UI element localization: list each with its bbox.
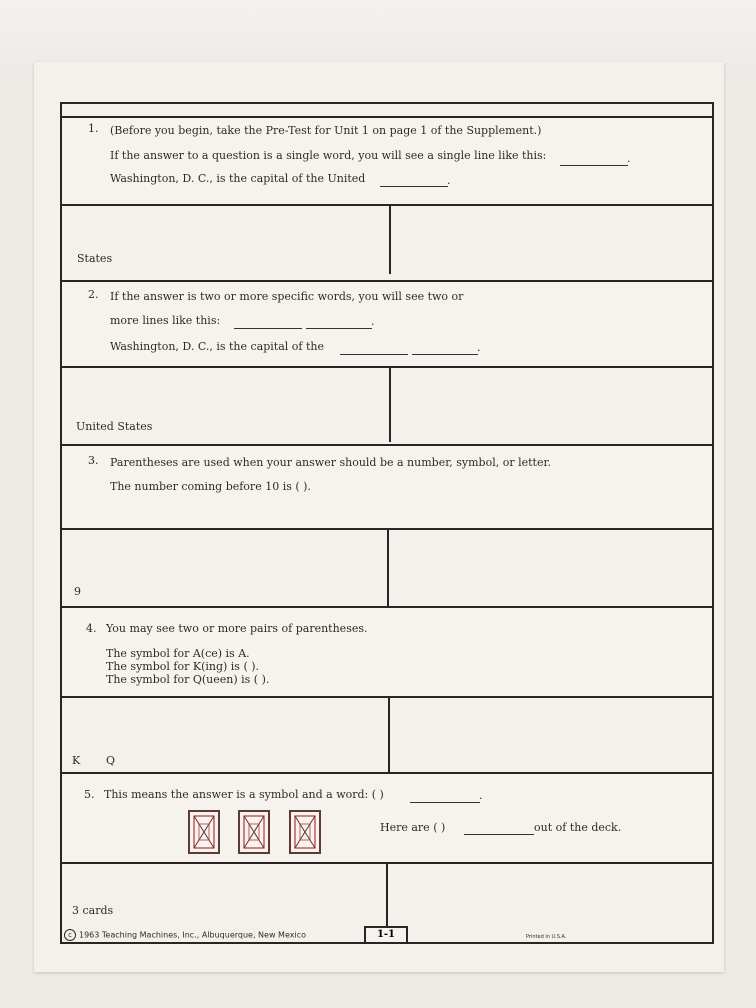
frame-2-divider [389, 366, 391, 442]
playing-card-king [238, 810, 270, 854]
frame-1-divider [389, 204, 391, 274]
frame-1-line-1: (Before you begin, take the Pre-Test for Unit 1 on page 1 of the Supplement.) [110, 124, 542, 137]
frame-2-sample-blank-2 [306, 318, 372, 329]
frame-4-line-2: The symbol for A(ce) is A. [106, 647, 250, 660]
card-pattern-icon [240, 812, 268, 852]
frame-4-number: 4. [86, 622, 97, 635]
frame-3-answer: 9 [74, 585, 81, 598]
frame-4-answer-k: K [72, 754, 81, 767]
card-pattern-icon [190, 812, 218, 852]
frame-5-line-1: This means the answer is a symbol and a word: ( ) [104, 788, 384, 801]
playing-card-ace [188, 810, 220, 854]
frame-2-answer-blank-2[interactable] [412, 344, 478, 355]
playing-card-queen [289, 810, 321, 854]
frame-5-answer: 3 cards [72, 904, 114, 917]
frame-3-divider [387, 528, 389, 606]
card-pattern-icon [291, 812, 319, 852]
printed-in-usa: Printed in U.S.A. [526, 934, 567, 940]
frame-4-line-1: You may see two or more pairs of parentheses. [106, 622, 368, 635]
frame-2-line-3: Washington, D. C., is the capital of the [110, 340, 324, 353]
frame-1-number: 1. [88, 122, 99, 135]
frame-5-line-2: Here are ( ) [380, 821, 446, 834]
frame-2-line-2: more lines like this: [110, 314, 221, 327]
frame-3-line-2: The number coming before 10 is ( ). [110, 480, 311, 493]
frame-4-divider [388, 696, 390, 772]
frame-5-question-box [60, 772, 714, 864]
frame-3-number: 3. [88, 454, 99, 467]
page-number: 1-1 [364, 926, 408, 944]
frame-2-answer-blank-1[interactable] [340, 344, 408, 355]
frame-3-line-1: Parentheses are used when your answer should be a number, symbol, or letter. [110, 456, 552, 469]
frame-2-sample-blank-1 [234, 318, 302, 329]
frame-5-answer-blank-2[interactable] [464, 824, 534, 835]
frame-1-line-3: Washington, D. C., is the capital of the United [110, 172, 366, 185]
frame-4-line-4: The symbol for Q(ueen) is ( ). [106, 673, 270, 686]
frame-2-number: 2. [88, 288, 99, 301]
copyright-icon: c [64, 929, 76, 941]
frame-1-line-2: If the answer to a question is a single word, you will see a single line like this: [110, 149, 547, 162]
copyright-text: 1963 Teaching Machines, Inc., Albuquerque, New Mexico [79, 930, 306, 940]
frame-4-answer-q: Q [106, 754, 116, 767]
frame-1-answer: States [77, 252, 113, 265]
copyright-line [64, 929, 306, 941]
frame-2-answer: United States [76, 420, 153, 433]
frame-1-sample-blank [560, 155, 628, 166]
frame-5-divider [386, 862, 388, 926]
frame-4-line-3: The symbol for K(ing) is ( ). [106, 660, 260, 673]
frame-5-number: 5. [84, 788, 95, 801]
frame-5-line-3: out of the deck. [534, 821, 622, 834]
frame-5-answer-blank[interactable] [410, 792, 480, 803]
frame-1-answer-blank[interactable] [380, 176, 448, 187]
frame-2-line-1: If the answer is two or more specific words, you will see two or [110, 290, 464, 303]
